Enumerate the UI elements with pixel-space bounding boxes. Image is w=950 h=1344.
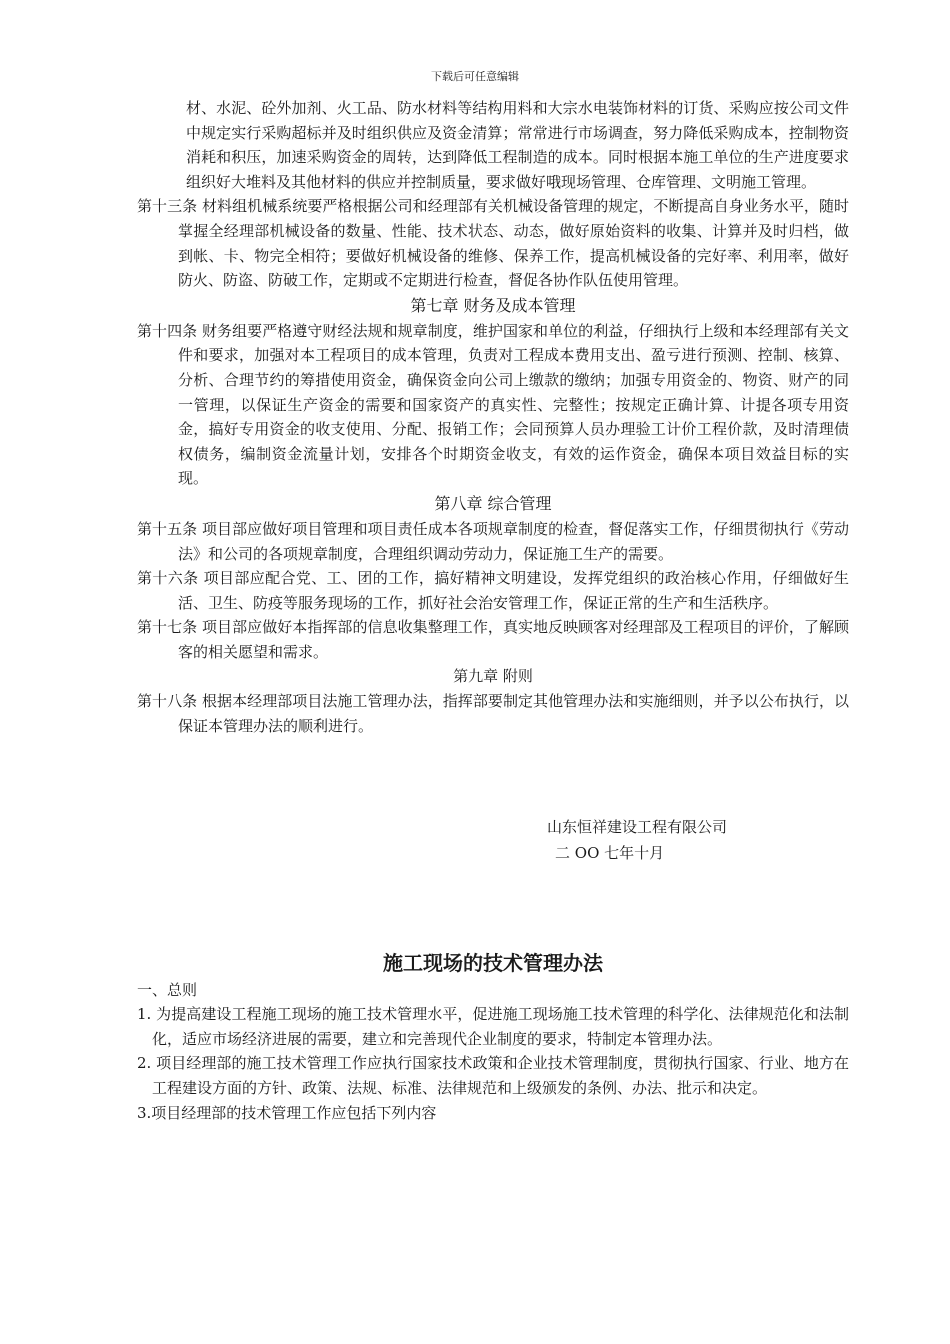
chapter-8-heading: 第八章 综合管理 xyxy=(434,493,552,513)
intro-continuation-paragraph: 材、水泥、砼外加剂、火工品、防水材料等结构用料和大宗水电装饰材料的订货、采购应按公司文件中规定实行采购超标并及时组织供应及资金清算；常常进行市场调查，努力降低采购成本，控制物资消耗和积压，加速采购资金的周转，达到降低工程制造的成本。同时根据本施工单位的生产进度要求组织好大堆料及其他材料的供应并控制质量，要求做好哦现场管理、仓库管理、文明施工管理。 xyxy=(186,99,849,191)
chapter-9-heading: 第九章 附则 xyxy=(453,667,533,686)
header-note: 下载后可任意编辑 xyxy=(431,70,519,83)
signature-block xyxy=(137,814,849,866)
list-item-1: 1. 为提高建设工程施工现场的施工技术管理水平，促进施工现场施工技术管理的科学化、法律规范化和法制化，适应市场经济进展的需要，建立和完善现代企业制度的要求，特制定本管理办法。 xyxy=(137,1005,849,1048)
document-title: 施工现场的技术管理办法 xyxy=(383,951,603,976)
article-13: 第十三条 材料组机械系统要严格根据公司和经理部有关机械设备管理的规定，不断提高自身业务水平，随时掌握全经理部机械设备的数量、性能、技术状态、动态，做好原始资料的收集、计算并及时归档，做到帐、卡、物完全相符；要做好机械设备的维修、保养工作，提高机械设备的完好率、利用率，做好防火、防盗、防破工作，定期或不定期进行检查，督促各协作队伍使用管理。 xyxy=(137,197,849,290)
chapter-7-heading: 第七章 财务及成本管理 xyxy=(410,295,576,315)
article-15: 第十五条 项目部应做好项目管理和项目责任成本各项规章制度的检查，督促落实工作，仔细贯彻执行《劳动法》和公司的各项规章制度，合理组织调动劳动力，保证施工生产的需要。 xyxy=(137,519,849,563)
signature-date: 二 OO 七年十月 xyxy=(555,844,665,863)
list-item-2: 2. 项目经理部的施工技术管理工作应执行国家技术政策和企业技术管理制度，贯彻执行国家、行业、地方在工程建设方面的方针、政策、法规、标准、法律规范和上级颁发的条例、办法、批示和决定。 xyxy=(137,1054,849,1098)
list-item-3: 3.项目经理部的技术管理工作应包括下列内容 xyxy=(137,1103,437,1122)
section-general-heading: 一、总则 xyxy=(137,981,198,1000)
article-17: 第十七条 项目部应做好本指挥部的信息收集整理工作，真实地反映顾客对经理部及工程项目的评价，了解顾客的相关愿望和需求。 xyxy=(137,618,849,661)
document-body xyxy=(137,96,849,1125)
company-name: 山东恒祥建设工程有限公司 xyxy=(547,818,728,837)
article-16: 第十六条 项目部应配合党、工、团的工作，搞好精神文明建设，发挥党组织的政治核心作用，仔细做好生活、卫生、防疫等服务现场的工作，抓好社会治安管理工作，保证正常的生产和生活秩序。 xyxy=(137,569,849,612)
article-14: 第十四条 财务组要严格遵守财经法规和规章制度，维护国家和单位的利益，仔细执行上级和本经理部有关文件和要求，加强对本工程项目的成本管理，负责对工程成本费用支出、盈亏进行预测、控制、核算、分析、合理节约的筹措使用资金，确保资金向公司上缴款的缴纳；加强专用资金的、物资、财产的同一管理，以保证生产资金的需要和国家资产的真实性、完整性；按规定正确计算、计提各项专用资金，搞好专用资金的收支使用、分配、报销工作；会同预算人员办理验工计价工程价款，及时清理债权债务，编制资金流量计划，安排各个时期资金收支，有效的运作资金，确保本项目效益目标的实现。 xyxy=(137,321,849,488)
article-18: 第十八条 根据本经理部项目法施工管理办法，指挥部要制定其他管理办法和实施细则，并予以公布执行，以保证本管理办法的顺利进行。 xyxy=(137,692,849,735)
